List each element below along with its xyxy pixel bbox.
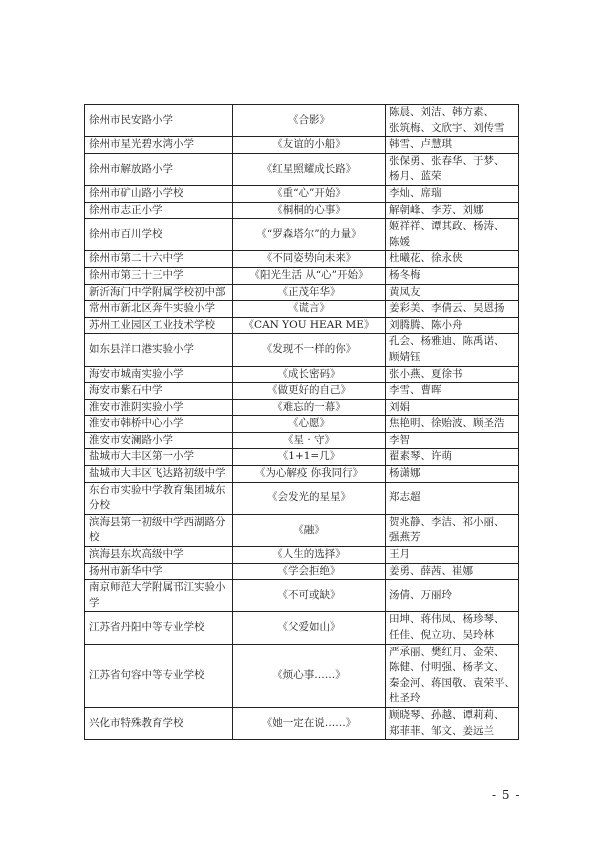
names-cell <box>386 284 519 301</box>
school-text: 徐州市民安路小学 <box>89 113 173 126</box>
names-text: 杨冬梅 <box>389 268 421 281</box>
table-row <box>85 219 519 251</box>
table-row <box>85 563 519 580</box>
school-cell <box>85 547 233 564</box>
names-text: 陈晨、刘洁、韩方素、 <box>389 106 494 118</box>
title-cell <box>233 547 386 564</box>
names-cell <box>386 383 519 400</box>
school-cell <box>85 153 233 185</box>
title-text: 《重“心”开始》 <box>272 186 346 199</box>
award-table <box>84 104 519 740</box>
names-text: 李雪、曹晖 <box>389 384 442 397</box>
names-cell <box>386 580 519 612</box>
names-cell <box>386 563 519 580</box>
school-text: 滨海县第一初级中学西湖路分 <box>89 515 226 528</box>
school-text: 徐州市第二十六中学 <box>89 252 184 265</box>
school-cell <box>85 301 233 318</box>
school-cell <box>85 563 233 580</box>
title-text: 《会发光的星星》 <box>267 491 351 504</box>
names-text: 刘腾腾、陈小舟 <box>389 318 463 331</box>
table-row <box>85 317 519 334</box>
names-cell <box>386 202 519 219</box>
title-cell <box>233 219 386 251</box>
school-cell <box>85 219 233 251</box>
page-number: - 5 - <box>492 788 521 802</box>
names-cell <box>386 399 519 416</box>
school-cell <box>85 317 233 334</box>
table-row <box>85 399 519 416</box>
title-text: 《为心解疫 你我同行》 <box>254 467 364 480</box>
title-cell <box>233 707 386 739</box>
school-text: 淮安市安澜路小学 <box>89 433 173 446</box>
names-text: 陈健、付明强、杨孝文、 <box>389 661 505 674</box>
table-row <box>85 416 519 433</box>
title-text: 《“罗森塔尔”的力量》 <box>256 227 362 240</box>
school-cell <box>85 612 233 644</box>
school-text: 徐州市志正小学 <box>89 203 163 216</box>
names-text: 陈媛 <box>389 235 410 248</box>
school-text: 常州市新北区奔牛实验小学 <box>89 302 215 315</box>
title-text: 《难忘的一幕》 <box>272 400 346 413</box>
names-text: 郑志超 <box>389 491 421 504</box>
school-cell <box>85 267 233 284</box>
table-row <box>85 547 519 564</box>
title-cell <box>233 105 386 137</box>
names-text: 李灿、席瑞 <box>389 186 442 199</box>
names-cell <box>386 334 519 366</box>
table-row <box>85 185 519 202</box>
title-text: 《谎言》 <box>288 302 330 315</box>
title-text: 《阳光生活 从“心”开始》 <box>249 268 369 281</box>
names-text: 孔会、杨雅迪、陈禹诺、 <box>389 335 505 348</box>
school-cell <box>85 105 233 137</box>
table-row <box>85 202 519 219</box>
names-cell <box>386 547 519 564</box>
table-row <box>85 644 519 707</box>
school-text: 江苏省句容中等专业学校 <box>89 668 205 681</box>
school-cell <box>85 514 233 546</box>
table-row <box>85 153 519 185</box>
school-text: 徐州市百川学校 <box>89 227 163 240</box>
title-text: 《正茂年华》 <box>277 285 341 298</box>
names-text: 杜圣玲 <box>389 692 421 705</box>
names-text: 汤倩、万丽玲 <box>389 589 452 602</box>
names-cell <box>386 219 519 251</box>
table-row <box>85 383 519 400</box>
title-cell <box>233 644 386 707</box>
title-text: 《成长密码》 <box>277 367 341 380</box>
school-text: 徐州市星光碧水湾小学 <box>89 138 194 151</box>
title-cell <box>233 612 386 644</box>
title-cell <box>233 514 386 546</box>
table-row <box>85 449 519 466</box>
table-row <box>85 466 519 483</box>
title-cell <box>233 301 386 318</box>
school-cell <box>85 137 233 154</box>
names-cell <box>386 449 519 466</box>
table-row <box>85 334 519 366</box>
title-cell <box>233 366 386 383</box>
title-cell <box>233 185 386 202</box>
school-cell <box>85 202 233 219</box>
names-text: 刘娟 <box>389 400 410 413</box>
table-row <box>85 267 519 284</box>
names-cell <box>386 416 519 433</box>
names-text: 翟素琴、许萌 <box>389 450 452 463</box>
names-cell <box>386 317 519 334</box>
names-cell <box>386 137 519 154</box>
table-row <box>85 707 519 739</box>
table-row <box>85 251 519 268</box>
title-cell <box>233 482 386 514</box>
names-text: 焦艳明、徐贻波、顾圣浩 <box>389 417 505 430</box>
school-cell <box>85 399 233 416</box>
school-text: 南京师范大学附属邗江实验小 <box>89 581 226 594</box>
title-cell <box>233 466 386 483</box>
school-cell <box>85 432 233 449</box>
title-cell <box>233 432 386 449</box>
school-text: 徐州市解放路小学 <box>89 162 173 175</box>
title-text: 《合影》 <box>288 113 330 126</box>
names-text: 杜曦花、徐永侠 <box>389 252 463 265</box>
title-text: 《桐桐的心事》 <box>272 203 346 216</box>
title-cell <box>233 284 386 301</box>
school-text: 学 <box>89 596 100 609</box>
school-text: 盐城市大丰区飞达路初级中学 <box>89 467 226 480</box>
table-row <box>85 301 519 318</box>
school-text: 徐州市第三十三中学 <box>89 268 184 281</box>
school-text: 如东县洋口港实验小学 <box>89 343 194 356</box>
names-text: 王月 <box>389 548 410 561</box>
title-text: 《不可或缺》 <box>277 589 341 602</box>
names-cell <box>386 644 519 707</box>
names-cell <box>386 153 519 185</box>
names-text: 解朝峰、李芳、刘娜 <box>389 203 484 216</box>
school-text: 兴化市特殊教育学校 <box>89 716 184 729</box>
title-text: 《发现不一样的你》 <box>261 343 357 356</box>
title-cell <box>233 580 386 612</box>
title-text: 《友谊的小船》 <box>272 138 346 151</box>
names-text: 贺兆静、李洁、祁小丽、 <box>389 515 505 528</box>
names-text: 杨潇娜 <box>389 467 421 480</box>
names-text: 任佳、倪立功、吴玲林 <box>389 629 494 641</box>
school-cell <box>85 185 233 202</box>
names-cell <box>386 366 519 383</box>
school-text: 海安市城南实验小学 <box>89 367 184 380</box>
names-text: 姜彩美、李倩云、吴恩扬 <box>389 302 505 315</box>
names-text: 严承丽、樊红月、金荣、 <box>389 645 505 658</box>
school-cell <box>85 366 233 383</box>
school-text: 新沂海门中学附属学校初中部 <box>89 285 226 298</box>
names-text: 张小燕、夏徐书 <box>389 367 463 380</box>
title-text: 《她一定在说……》 <box>261 716 357 729</box>
names-cell <box>386 105 519 137</box>
names-text: 姜勇、薛茜、崔娜 <box>389 564 473 577</box>
names-text: 强燕芳 <box>389 531 421 544</box>
names-cell <box>386 482 519 514</box>
award-table-body <box>85 105 519 740</box>
names-text: 田坤、蒋伟凤、杨珍琴、 <box>389 613 505 626</box>
table-row <box>85 514 519 546</box>
title-cell <box>233 334 386 366</box>
title-cell <box>233 416 386 433</box>
names-text: 郑菲菲、邹文、姜远兰 <box>389 724 494 737</box>
names-cell <box>386 432 519 449</box>
names-text: 李智 <box>389 433 410 446</box>
title-text: 《不同姿势向未来》 <box>261 252 357 265</box>
names-text: 秦金河、蒋国敬、袁荣平、 <box>389 676 515 689</box>
table-row <box>85 366 519 383</box>
title-cell <box>233 137 386 154</box>
school-cell <box>85 466 233 483</box>
names-text: 黄凤友 <box>389 285 421 298</box>
table-row <box>85 432 519 449</box>
title-text: 《做更好的自己》 <box>267 384 351 397</box>
names-text: 顾婧钰 <box>389 350 421 363</box>
school-text: 苏州工业园区工业技术学校 <box>89 318 215 331</box>
table-row <box>85 482 519 514</box>
school-text: 淮安市淮阴实验小学 <box>89 400 184 413</box>
title-cell <box>233 153 386 185</box>
school-cell <box>85 251 233 268</box>
school-text: 东台市实验中学教育集团城东 <box>89 483 226 496</box>
school-text: 校 <box>89 531 100 544</box>
names-text: 韩雪、卢慧琪 <box>389 138 452 151</box>
names-cell <box>386 707 519 739</box>
school-cell <box>85 449 233 466</box>
names-text: 张筑梅、文欣宇、刘传雪 <box>389 121 505 134</box>
school-cell <box>85 383 233 400</box>
names-cell <box>386 514 519 546</box>
table-row <box>85 284 519 301</box>
school-cell <box>85 482 233 514</box>
names-text: 姬祥祥、谭其政、杨涛、 <box>389 220 505 233</box>
school-cell <box>85 580 233 612</box>
names-cell <box>386 466 519 483</box>
title-cell <box>233 317 386 334</box>
school-text: 徐州市矿山路小学校 <box>89 186 184 199</box>
table-row <box>85 137 519 154</box>
table-row <box>85 612 519 644</box>
title-text: 《红星照耀成长路》 <box>261 162 357 175</box>
school-text: 扬州市新华中学 <box>89 564 163 577</box>
title-text: 《1+1=几》 <box>277 450 341 463</box>
names-cell <box>386 301 519 318</box>
title-cell <box>233 399 386 416</box>
school-text: 分校 <box>89 499 110 512</box>
title-text: 《人生的选择》 <box>272 548 346 561</box>
title-cell <box>233 449 386 466</box>
title-text: 《星 · 守》 <box>282 433 335 446</box>
table-row <box>85 580 519 612</box>
title-text: 《父爱如山》 <box>277 621 341 634</box>
school-cell <box>85 416 233 433</box>
school-text: 淮安市韩桥中心小学 <box>89 417 184 430</box>
school-text: 滨海县东坎高级中学 <box>89 548 184 561</box>
school-text: 海安市紫石中学 <box>89 384 163 397</box>
school-cell <box>85 334 233 366</box>
title-cell <box>233 563 386 580</box>
names-cell <box>386 251 519 268</box>
title-text: 《烦心事……》 <box>272 668 346 681</box>
school-text: 盐城市大丰区第一小学 <box>89 450 194 463</box>
title-cell <box>233 383 386 400</box>
title-text: 《心愿》 <box>288 417 330 430</box>
title-cell <box>233 251 386 268</box>
names-cell <box>386 267 519 284</box>
names-text: 张保勇、张春华、于梦、 <box>389 154 505 167</box>
title-text: 《CAN YOU HEAR ME》 <box>243 318 375 331</box>
names-text: 顾晓琴、孙越、谭莉莉、 <box>389 708 505 721</box>
title-cell <box>233 202 386 219</box>
names-cell <box>386 185 519 202</box>
names-text: 杨月、蓝荣 <box>389 170 442 183</box>
names-cell <box>386 612 519 644</box>
title-text: 《融》 <box>293 523 325 536</box>
title-text: 《学会拒绝》 <box>277 564 341 577</box>
table-row <box>85 105 519 137</box>
title-cell <box>233 267 386 284</box>
school-cell <box>85 284 233 301</box>
school-cell <box>85 707 233 739</box>
school-text: 江苏省丹阳中等专业学校 <box>89 621 205 634</box>
school-cell <box>85 644 233 707</box>
